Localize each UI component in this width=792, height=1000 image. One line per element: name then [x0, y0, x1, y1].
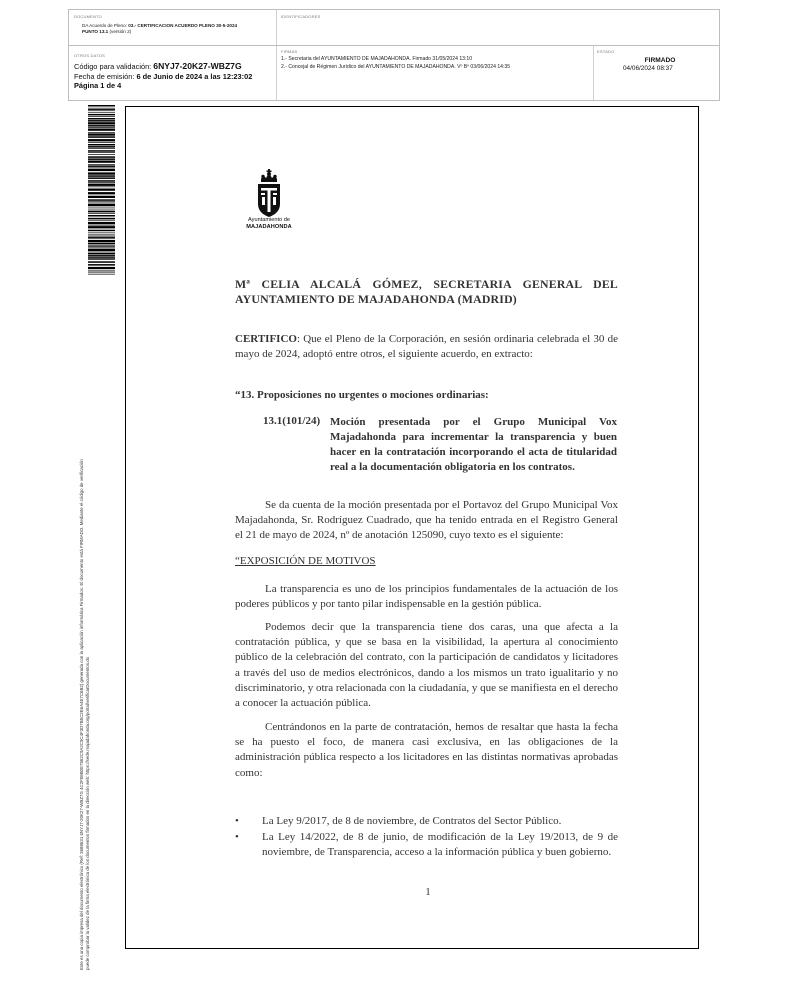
paragraph-3: Centrándonos en la parte de contratación, hemos de resaltar que hasta la fecha se ha puesto el foco, de manera casi exclusiva, en las obligaciones de la administración pública respecto a los licitadores en las distintas normativas aprobadas como:	[235, 721, 618, 779]
documento-label: DOCUMENTO	[74, 14, 102, 19]
document-title: Mª CELIA ALCALÁ GÓMEZ, SECRETARIA GENERAL DEL AYUNTAMIENTO DE MAJADAHONDA (MADRID)	[235, 277, 618, 306]
certifico-label: CERTIFICO	[235, 333, 297, 345]
section-heading: “EXPOSICIÓN DE MOTIVOS	[235, 555, 376, 567]
list-item: • La Ley 9/2017, de 8 de noviembre, de Contratos del Sector Público.	[235, 815, 562, 827]
signature-2: 2.- Concejal de Régimen Jurídico del AYUNTAMIENTO DE MAJADAHONDA. Vº Bº 03/06/2024 14:35	[281, 64, 511, 70]
documento-line1: DA Acuerdo de Pleno: 03.- CERTIFICACION ACUERDO PLENO 30-5-2024	[82, 23, 238, 28]
law-list	[235, 814, 618, 862]
certifico-text: : Que el Pleno de la Corporación, en sesión ordinaria celebrada el 30 de mayo de 2024, adoptó entre otros, el siguiente acuerdo, en extracto:	[235, 333, 618, 361]
estado-label: ESTADO	[597, 49, 615, 54]
paragraph-1: La transparencia es uno de los principios fundamentales de la actuación de los poderes públicos y por tanto pilar indispensable en la gestión pública.	[235, 583, 618, 611]
signature-1: 1.- Secretaria del AYUNTAMIENTO DE MAJADAHONDA. Firmado 31/05/2024 13:10	[281, 56, 473, 62]
list-item: • La Ley 14/2022, de 8 de junio, de modificación de la Ley 19/2013, de 9 de noviembre, de Transparencia, acceso a la información pública y buen gobierno.	[235, 831, 618, 859]
page-number: 1	[425, 886, 431, 898]
intro-paragraph: Se da cuenta de la moción presentada por el Portavoz del Grupo Municipal Vox Majadahonda, Sr. Rodríguez Cuadrado, que ha tenido entrada en el Registro General el 21 de mayo de 2024, nº de anotación 125090, cuyo texto es el siguiente:	[235, 499, 618, 542]
paragraph-2: Podemos decir que la transparencia tiene dos caras, una que afecta a la contratación pública, y que se basa en la visibilidad, la apertura al conocimiento público de la celebración del contrato, con la participación de candidatos y licitadores a través del uso de medios electrónicos, dando a los mismos un trato igualitario y no discriminatorio, y otra relacionada con la ciudadanía, y que se manifiesta en el derecho a conocer la actuación pública.	[235, 621, 618, 710]
documento-line2: PUNTO 13.1 (versión 2)	[82, 29, 132, 34]
certifico-paragraph	[235, 332, 618, 362]
agenda-item-heading: “13. Proposiciones no urgentes o mociones ordinarias:	[235, 389, 489, 401]
validation-code: Código para validación: 6NYJ7-20K27-WBZ7G	[74, 61, 242, 71]
identificadores-label: IDENTIFICADORES	[281, 14, 321, 19]
verification-margin-text	[79, 270, 90, 970]
otros-datos-label: OTROS DATOS	[74, 53, 105, 58]
subitem-title: Moción presentada por el Grupo Municipal Vox Majadahonda para incrementar la transparencia y buen hacer en la contratación incorporando el acta de titularidad real a la documentación obligatoria en los contratos.	[330, 416, 617, 473]
emission-date: Fecha de emisión: 6 de Junio de 2024 a las 12:23:02	[74, 72, 253, 81]
document-header	[68, 9, 720, 101]
subitem-number: 13.1(101/24)	[263, 415, 321, 427]
header-divider	[276, 10, 277, 100]
header-divider	[593, 46, 594, 100]
margin-text-line2: puede comprobar la validez de la firma electrónica de los documentos firmados en la dirección web: https://sede.majadahonda.org/portal/verificarDocumentos.do	[84, 656, 90, 970]
status-badge: FIRMADO	[644, 57, 676, 64]
logo-line1: Ayuntamiento de	[248, 217, 290, 223]
header-divider	[69, 45, 719, 46]
page-count: Página 1 de 4	[74, 81, 122, 90]
barcode-image	[88, 105, 115, 275]
firmas-label: FIRMAS	[281, 49, 298, 54]
status-date: 04/06/2024 08:37	[623, 65, 673, 72]
logo-line2: MAJADAHONDA	[246, 224, 292, 230]
margin-text-line1: Este es una copia impresa del documento electrónico (Ref: 3688631 6NYJ7-20K27-WBZ7G 4C2F08B0E7562C9A2C9C4F3D7B5C2E6A4E7C6B2) generada con la aplicación informática Firmadoc. El documento está FIRMADO. Mediante el código de verificación	[79, 459, 84, 970]
logo-text	[236, 217, 302, 231]
